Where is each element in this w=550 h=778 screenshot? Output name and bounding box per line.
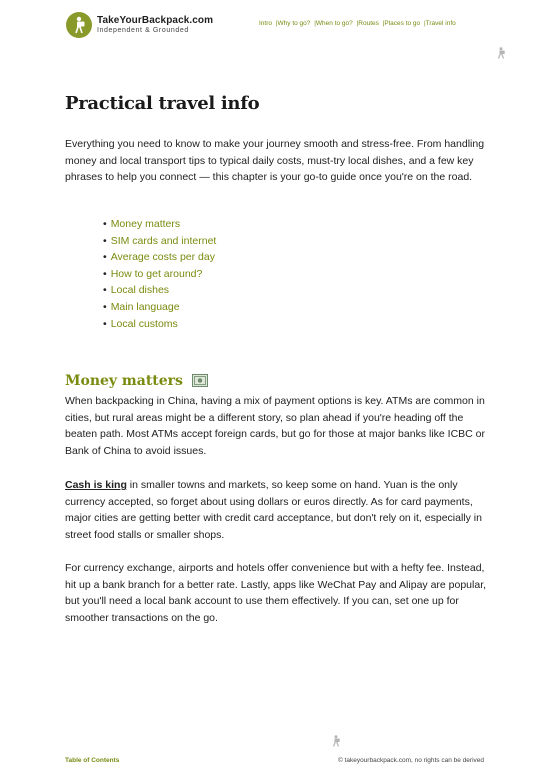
cash-paragraph-text: in smaller towns and markets, so keep some on hand. Yuan is the only currency accepted, so forget about using dollars or euros directly. As for card payments, major cities are getting better with credit card acceptance, but don't rely on it, especially in street food stalls or smaller shops. bbox=[65, 479, 482, 541]
table-of-contents-link[interactable]: Table of Contents bbox=[65, 757, 120, 764]
hiker-icon bbox=[496, 47, 506, 59]
section-heading-text: Money matters bbox=[65, 373, 183, 389]
nav-places-to-go[interactable]: |Places to go bbox=[382, 20, 421, 27]
toc-link-sim-cards[interactable]: • SIM cards and internet bbox=[103, 233, 216, 250]
nav-routes[interactable]: |Routes bbox=[356, 20, 379, 27]
section-heading bbox=[65, 373, 208, 389]
toc-link-main-language[interactable]: • Main language bbox=[103, 299, 216, 316]
brand-tagline: Independent & Grounded bbox=[97, 27, 189, 34]
money-paragraph-exchange: For currency exchange, airports and hotels offer convenience but with a hefty fee. Instead, hit up a bank branch for a better rate. Lastly, apps like WeChat Pay and Alipay are popular, but you'll need a local bank account to use them effectively. If you can, set one up for smoother transactions on the go. bbox=[65, 562, 487, 624]
nav-when-to-go[interactable]: |When to go? bbox=[314, 20, 353, 27]
toc-link-average-costs[interactable]: • Average costs per day bbox=[103, 249, 216, 266]
money-paragraph-atms: When backpacking in China, having a mix of payment options is key. ATMs are common in cities, but rural areas might be a different story, so plan ahead if you're heading off the beaten path. Most ATMs accept foreign cards, but go for those at major banks like ICBC or Bank of China to avoid issues. bbox=[65, 395, 486, 457]
brand-name[interactable]: TakeYourBackpack.com bbox=[97, 15, 214, 26]
nav-travel-info[interactable]: |Travel info bbox=[423, 20, 456, 27]
toc-link-getting-around[interactable]: • How to get around? bbox=[103, 266, 216, 283]
nav-intro[interactable]: Intro bbox=[259, 20, 273, 27]
copyright-notice: © takeyourbackpack.com, no rights can be derived bbox=[337, 757, 484, 764]
toc-link-local-dishes[interactable]: • Local dishes bbox=[103, 282, 216, 299]
logo[interactable] bbox=[66, 12, 92, 38]
nav-why-to-go[interactable]: |Why to go? bbox=[275, 20, 311, 27]
top-navigation bbox=[259, 20, 458, 27]
header bbox=[0, 0, 550, 48]
money-banknote-icon bbox=[192, 374, 208, 387]
hiker-icon bbox=[331, 735, 341, 747]
chapter-contents-list bbox=[103, 216, 216, 332]
money-paragraph-cash bbox=[65, 477, 497, 543]
toc-link-local-customs[interactable]: • Local customs bbox=[103, 316, 216, 333]
cash-is-king-emphasis: Cash is king bbox=[65, 479, 127, 491]
page-title: Practical travel info bbox=[65, 93, 260, 114]
toc-link-money-matters[interactable]: • Money matters bbox=[103, 216, 216, 233]
backpacker-logo-icon bbox=[71, 16, 87, 34]
intro-paragraph: Everything you need to know to make your journey smooth and stress-free. From handling money and local transport tips to typical daily costs, must-try local dishes, and a few key phrases to help you connect — this chapter is your go-to guide once you're on the road. bbox=[65, 138, 485, 184]
